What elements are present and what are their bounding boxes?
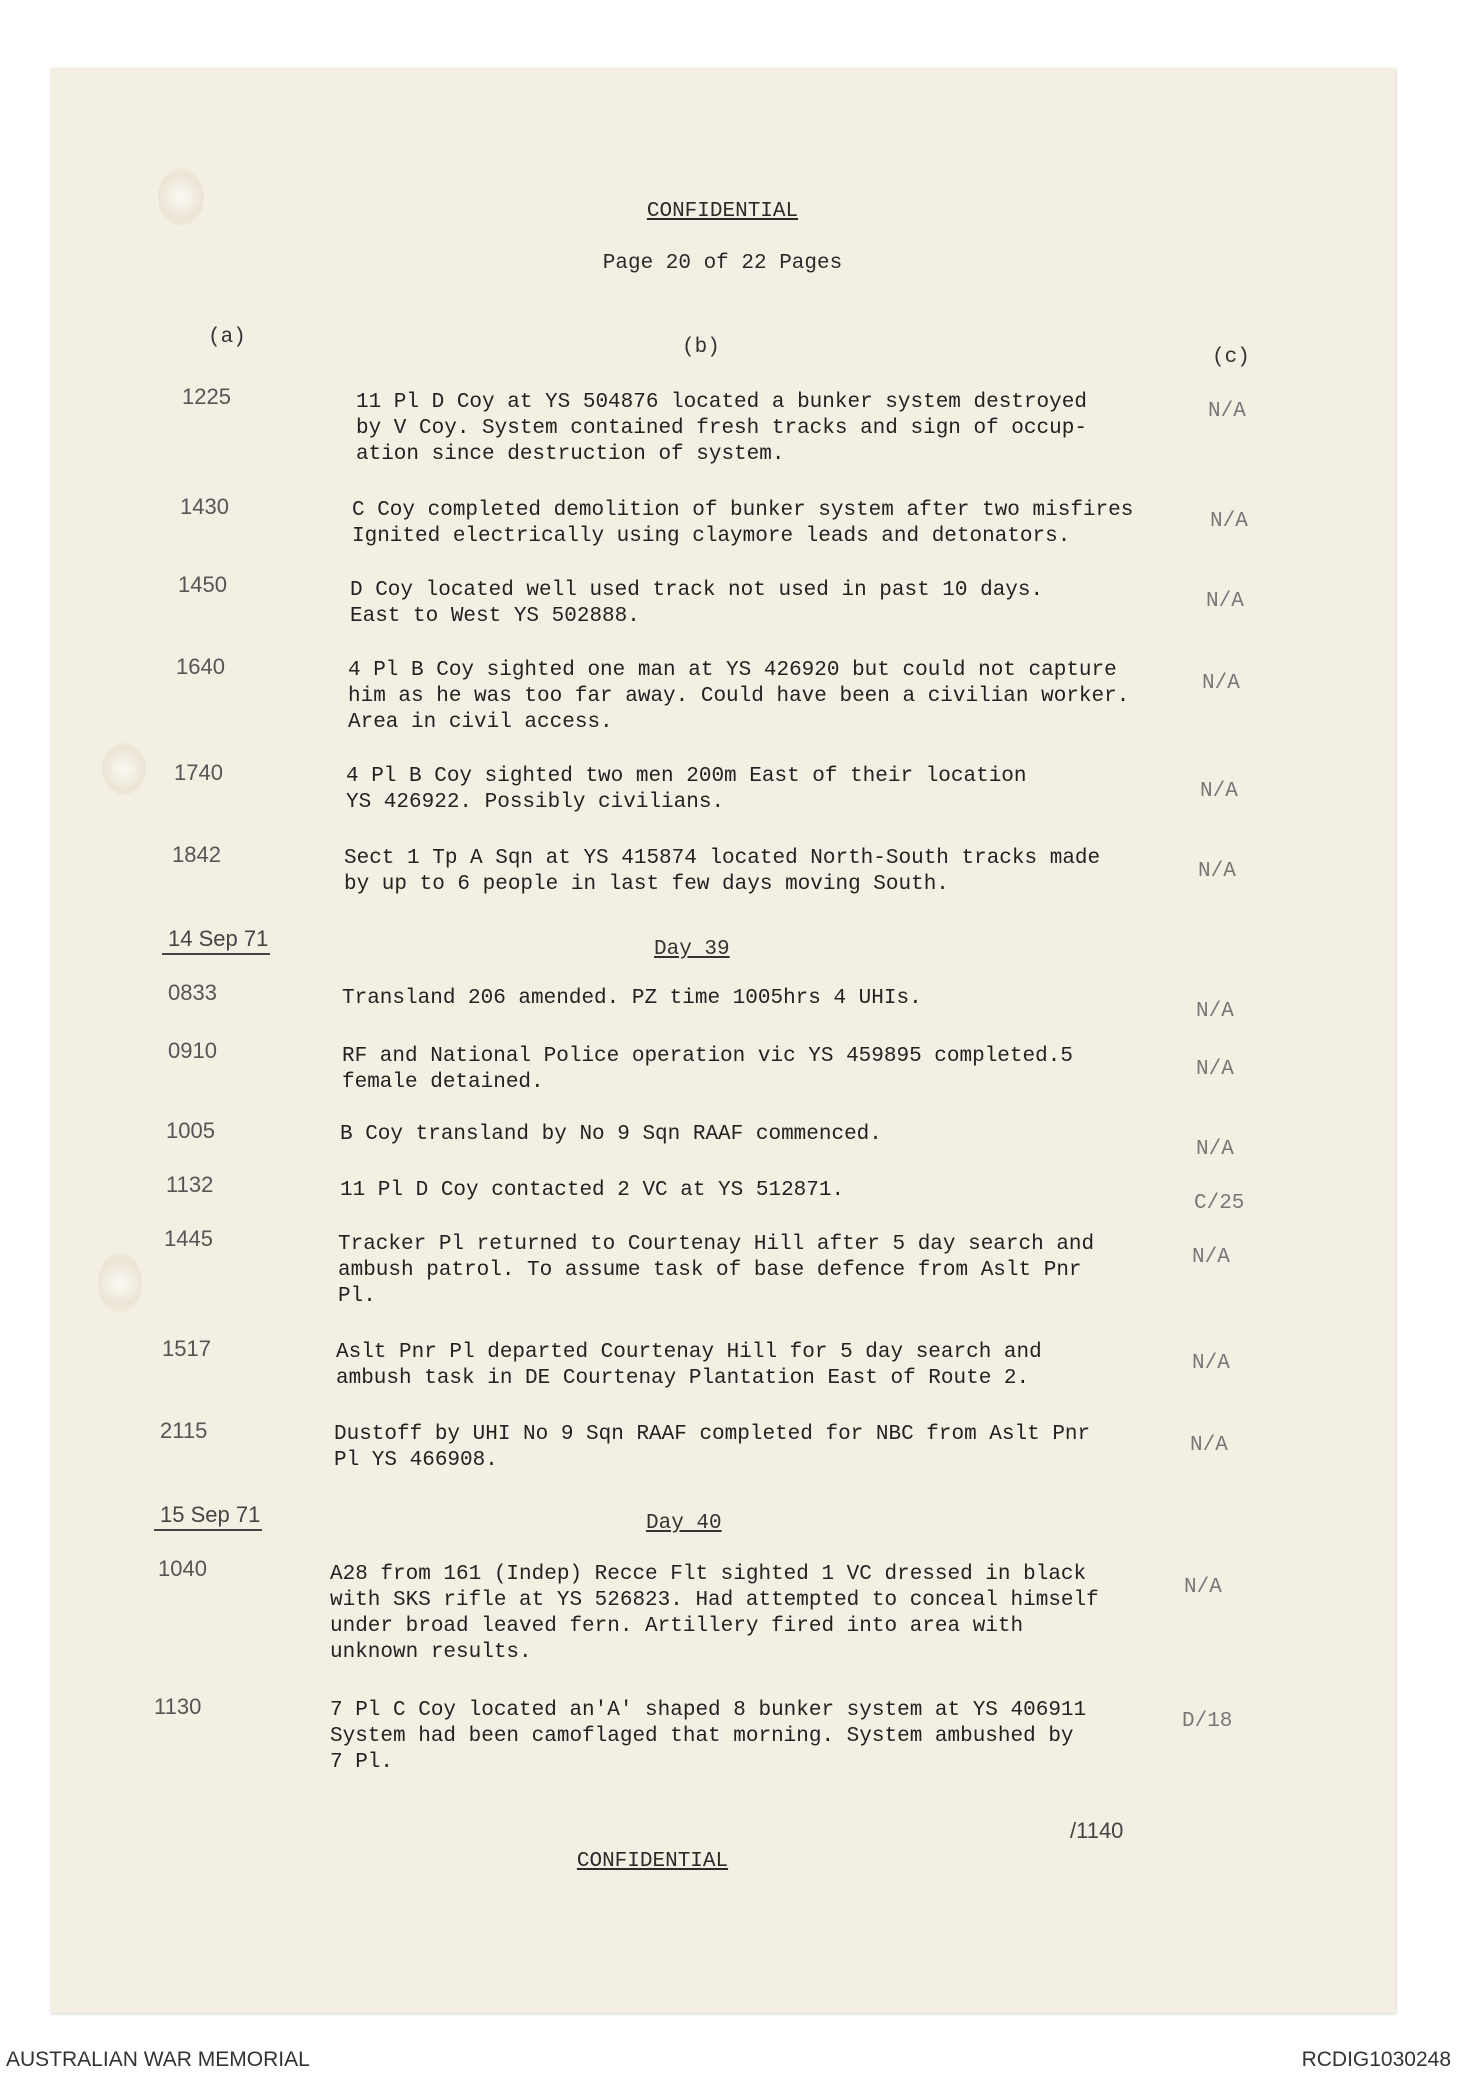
entry-time: 1130	[154, 1694, 202, 1719]
entry-text: Tracker Pl returned to Courtenay Hill after 5 day search and ambush patrol. To assume task of base defence from Aslt Pnr Pl.	[338, 1233, 1095, 1308]
entry-text: A28 from 161 (Indep) Recce Flt sighted 1 VC dressed in black with SKS rifle at YS 526823. Had attempted to conceal himself under broad leaved fern. Artillery fired into area with unknown results.	[330, 1563, 1099, 1664]
day-heading: Day 40	[646, 1512, 722, 1535]
entry-code: N/A	[1210, 510, 1248, 533]
day-heading: Day 39	[654, 938, 730, 961]
entry-code: N/A	[1196, 1138, 1234, 1161]
entry-text: D Coy located well used track not used in past 10 days. East to West YS 502888.	[350, 579, 1044, 628]
entry-time: 1225	[182, 384, 231, 409]
document-page	[50, 68, 1395, 2013]
entry-time: 1842	[172, 842, 221, 867]
entry-code: C/25	[1194, 1192, 1245, 1215]
entry-time: 0910	[168, 1038, 217, 1063]
entry-text: 4 Pl B Coy sighted one man at YS 426920 but could not capture him as he was too far away. Could have been a civilian worker. Area in civil access.	[348, 659, 1130, 734]
column-header-a: (a)	[208, 326, 246, 349]
entry-code: N/A	[1200, 780, 1238, 803]
entry-code: N/A	[1192, 1246, 1230, 1269]
entry-code: N/A	[1192, 1352, 1230, 1375]
entry-text: 11 Pl D Coy at YS 504876 located a bunker system destroyed by V Coy. System contained fresh tracks and sign of occup- ation since destruction of system.	[356, 391, 1087, 466]
entry-text: Aslt Pnr Pl departed Courtenay Hill for 5 day search and ambush task in DE Courtenay Plantation East of Route 2.	[336, 1341, 1042, 1390]
entry-time: 0833	[168, 980, 217, 1005]
entry-code: N/A	[1196, 1058, 1234, 1081]
entry-text: B Coy transland by No 9 Sqn RAAF commenced.	[340, 1123, 882, 1146]
entry-text: RF and National Police operation vic YS 459895 completed.5 female detained.	[342, 1045, 1073, 1094]
entry-time: 1517	[162, 1336, 211, 1361]
entry-text: Dustoff by UHI No 9 Sqn RAAF completed for NBC from Aslt Pnr Pl YS 466908.	[334, 1423, 1091, 1472]
entry-code: N/A	[1198, 860, 1236, 883]
entry-time: 1445	[164, 1226, 213, 1251]
paper-blemish	[98, 1253, 142, 1313]
page-number: Page 20 of 22 Pages	[602, 252, 843, 275]
entry-code: N/A	[1184, 1576, 1222, 1599]
classification-header: CONFIDENTIAL	[646, 200, 799, 223]
entry-text: Sect 1 Tp A Sqn at YS 415874 located North-South tracks made by up to 6 people in last few days moving South.	[344, 847, 1101, 896]
classification-footer: CONFIDENTIAL	[576, 1850, 729, 1873]
entry-time: 1450	[178, 572, 227, 597]
column-header-b: (b)	[682, 336, 720, 359]
entry-time: 1740	[174, 760, 223, 785]
entry-code: N/A	[1202, 672, 1240, 695]
entry-code: N/A	[1190, 1434, 1228, 1457]
date-heading: 14 Sep 71	[162, 926, 270, 955]
entry-text: 7 Pl C Coy located an'A' shaped 8 bunker system at YS 406911 System had been camoflaged that morning. System ambushed by 7 Pl.	[330, 1699, 1087, 1774]
entry-text: 4 Pl B Coy sighted two men 200m East of their location YS 426922. Possibly civilians.	[346, 765, 1027, 814]
entry-code: D/18	[1182, 1710, 1233, 1733]
entry-time: 1430	[180, 494, 229, 519]
entry-code: N/A	[1196, 1000, 1234, 1023]
entry-time: 1640	[176, 654, 225, 679]
paper-blemish	[102, 743, 146, 795]
date-heading: 15 Sep 71	[154, 1502, 262, 1531]
entry-time: 1005	[166, 1118, 215, 1143]
entry-code: N/A	[1206, 590, 1244, 613]
entry-text: 11 Pl D Coy contacted 2 VC at YS 512871.	[340, 1179, 845, 1202]
continuation-marker: /1140	[1070, 1818, 1124, 1843]
entry-time: 1132	[166, 1172, 214, 1197]
archive-credit: AUSTRALIAN WAR MEMORIAL	[6, 2048, 310, 2071]
entry-text: Transland 206 amended. PZ time 1005hrs 4 UHIs.	[342, 987, 922, 1010]
entry-text: C Coy completed demolition of bunker system after two misfires Ignited electrically using claymore leads and detonators.	[352, 499, 1134, 548]
entry-time: 1040	[158, 1556, 207, 1581]
column-header-c: (c)	[1212, 346, 1250, 369]
archive-reference: RCDIG1030248	[1301, 2048, 1451, 2071]
entry-code: N/A	[1208, 400, 1246, 423]
entry-time: 2115	[160, 1418, 208, 1443]
